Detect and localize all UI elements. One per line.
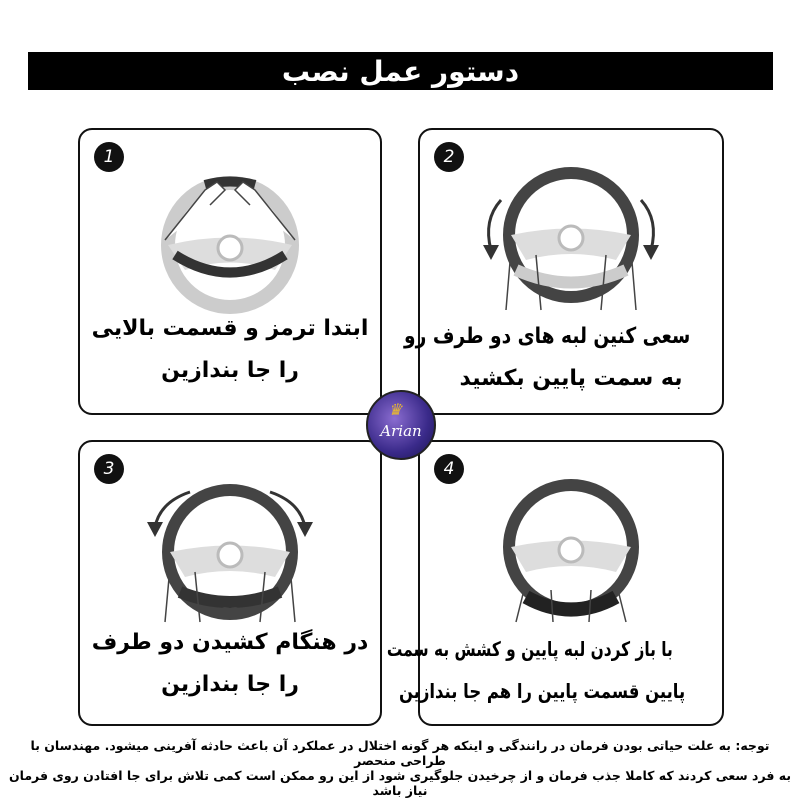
instruction-line: ابتدا ترمز و قسمت بالایی <box>91 316 369 341</box>
arrow-down-left-icon <box>489 200 501 250</box>
step-number: 3 <box>94 454 124 484</box>
steering-wheel-illustration <box>471 472 671 622</box>
step-instruction-4 <box>387 628 716 712</box>
steering-wheel-illustration <box>471 160 671 310</box>
instruction-line: را جا بندازین <box>161 358 299 383</box>
steering-wheel-illustration <box>135 160 325 310</box>
instruction-line: به سمت پایین بکشید <box>459 366 683 391</box>
crown-icon: ♛ <box>388 400 403 419</box>
step-number: 2 <box>434 142 464 172</box>
arrow-down-right-icon <box>641 200 653 250</box>
instruction-line: را جا بندازین <box>161 672 299 697</box>
instruction-line: سعی کنین لبه های دو طرف رو <box>403 324 690 349</box>
brand-logo <box>366 390 436 460</box>
step-number: 4 <box>434 454 464 484</box>
step-card-1 <box>78 128 382 415</box>
steering-wheel-illustration <box>130 472 330 622</box>
instruction-line: پایین قسمت پایین را هم جا بندازین <box>398 679 686 703</box>
note-line-2: به فرد سعی کردند که کاملا جذب فرمان و از چرخیدن جلوگیری شود از این رو ممکن است کمی تلاش برای جا افتادن روی فرمان نیاز باشد <box>8 768 792 798</box>
page-title: دستور عمل نصب <box>281 54 520 88</box>
title-bar <box>28 52 773 90</box>
step-instruction-1 <box>86 308 374 392</box>
instruction-line: با باز کردن لبه پایین و کشش به سمت <box>387 637 674 661</box>
step-instruction-2 <box>403 316 716 400</box>
step-card-4 <box>387 440 724 726</box>
step-card-2 <box>403 128 724 415</box>
note-line-1: توجه: به علت حیاتی بودن فرمان در رانندگی و اینکه هر گونه اختلال در عملکرد آن باعث حادثه آفرینی میشود. مهندسان با طراحی منحصر <box>30 738 770 768</box>
logo-text: Arian <box>380 422 422 440</box>
step-card-3 <box>78 440 382 726</box>
instruction-line: در هنگام کشیدن دو طرف <box>91 630 369 655</box>
step-number: 1 <box>94 142 124 172</box>
step-instruction-3 <box>86 622 374 706</box>
